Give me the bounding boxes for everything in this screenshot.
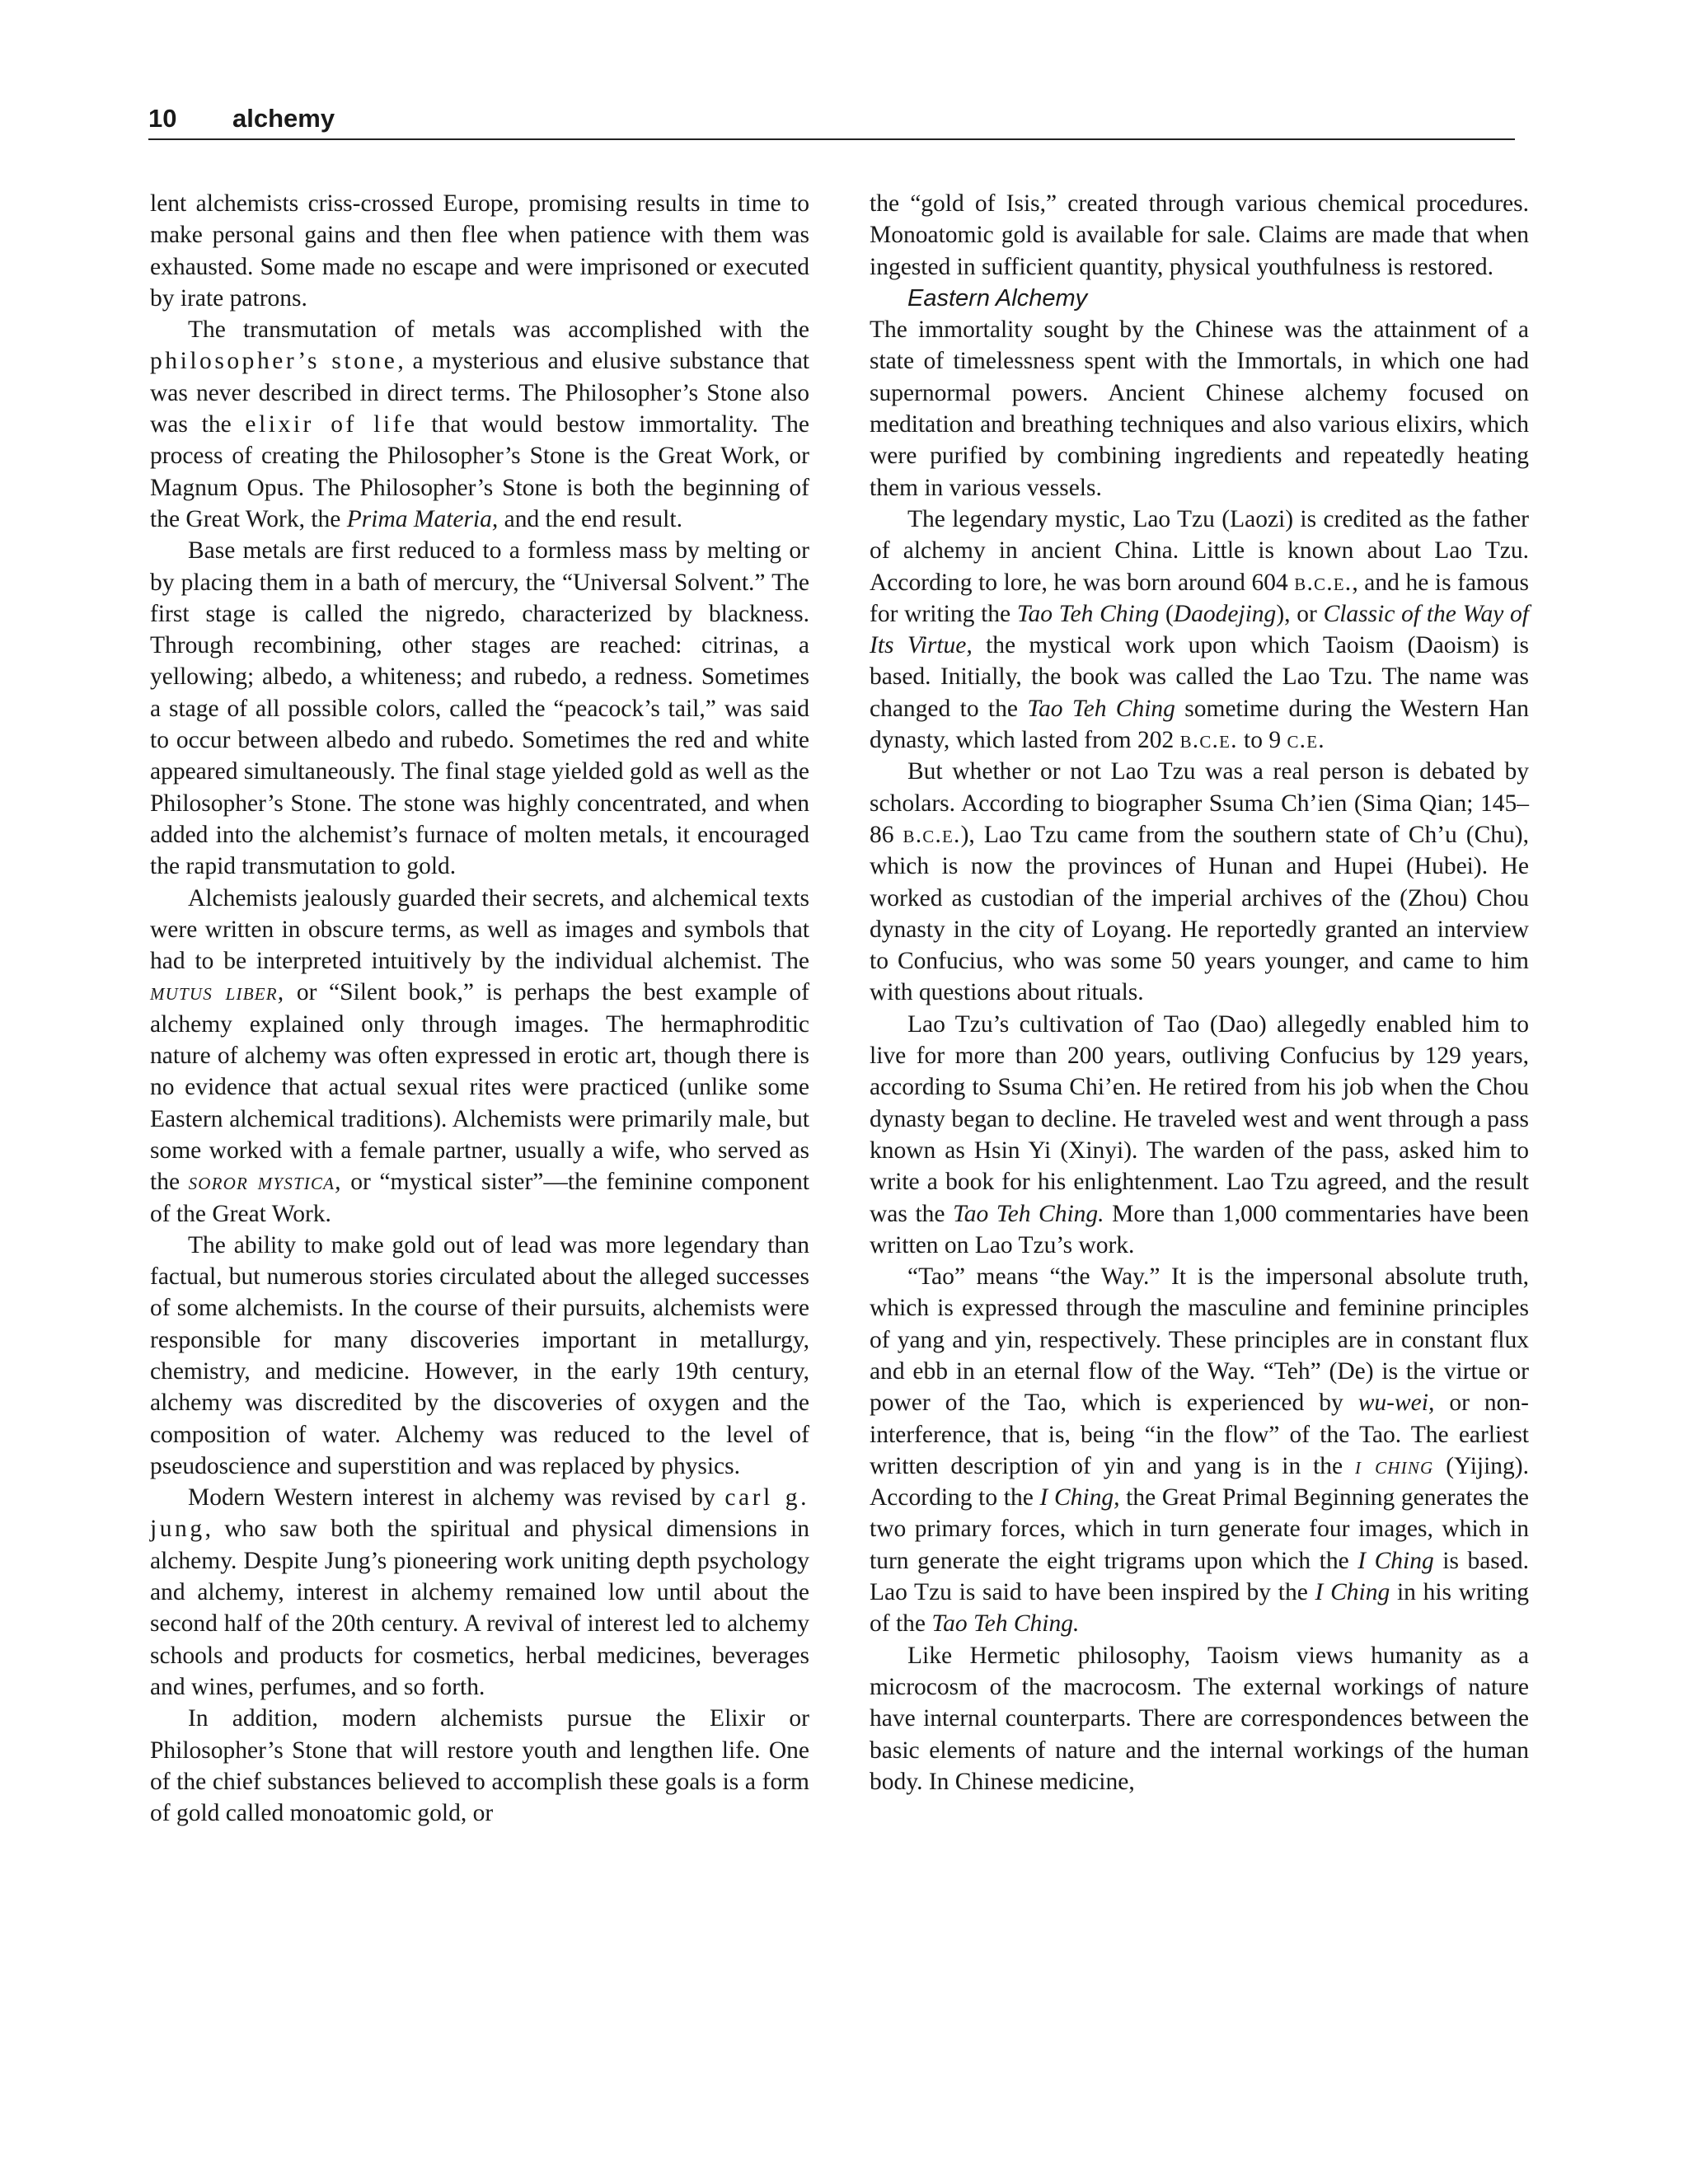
- paragraph: The immortality sought by the Chinese was the attainment of a state of timelessness spent with the Immortals, in which one had supernormal powers. Ancient Chinese alchemy focused on meditation and breathing techniques and also various elixirs, which were purified by combining ingredients and repeatedly heating them in various vessels.: [870, 316, 1529, 501]
- section-heading: Eastern Alchemy: [907, 284, 1088, 312]
- paragraph: the “gold of Isis,” created through various chemical procedures. Monoatomic gold is available for sale. Claims are made that when ingested in sufficient quantity, physical youthfulness is restored.: [870, 190, 1529, 280]
- paragraph: But whether or not Lao Tzu was a real person is debated by scholars. According to biographer Ssuma Ch’ien (Sima Qian; 145–86 b.c.e.), Lao Tzu came from the southern state of Ch’u (Chu), which is now the provinces of Hunan and Hupei (Hubei). He worked as custodian of the imperial archives of the (Zhou) Chou dynasty in the city of Loyang. He reportedly granted an interview to Confucius, who was some 50 years younger, and came to him with questions about rituals.: [870, 758, 1530, 1006]
- paragraph: The legendary mystic, Lao Tzu (Laozi) is credited as the father of alchemy in ancient China. Little is known about Lao Tzu. According to lore, he was born around 604 b.c.e., and he is famous for writing the Tao Teh Ching (Daodejing), or Classic of the Way of Its Virtue, the mystical work upon which Taoism (Daoism) is based. Initially, the book was called the Lao Tzu. The name was changed to the Tao Teh Ching sometime during the Western Han dynasty, which lasted from 202 b.c.e. to 9 c.e.: [870, 505, 1530, 754]
- cross-reference[interactable]: mutus liber,: [150, 979, 285, 1006]
- running-title: alchemy: [232, 104, 335, 133]
- left-column: [150, 188, 809, 1829]
- cross-reference[interactable]: philosopher’s stone: [150, 348, 398, 375]
- paragraph: “Tao” means “the Way.” It is the impersonal absolute truth, which is expressed through the masculine and feminine principles of yang and yin, respectively. These principles are in constant flux and ebb in an eternal flow of the Way. “Teh” (De) is the virtue or power of the Tao, which is experienced by wu-wei, or non-interference, that is, being “in the flow” of the Tao. The earliest written description of yin and yang is in the i ching (Yijing). According to the I Ching, the Great Primal Beginning generates the two primary forces, which in turn generate four images, which in turn generate the eight trigrams upon which the I Ching is based. Lao Tzu is said to have been inspired by the I Ching in his writing of the Tao Teh Ching.: [870, 1263, 1530, 1638]
- paragraph: In addition, modern alchemists pursue the Elixir or Philosopher’s Stone that will restore youth and lengthen life. One of the chief substances believed to accomplish these goals is a form of gold called monoatomic gold, or: [150, 1705, 809, 1827]
- cross-reference[interactable]: elixir of life: [245, 411, 418, 438]
- cross-reference[interactable]: i ching: [1354, 1452, 1434, 1479]
- paragraph: lent alchemists criss-crossed Europe, promising results in time to make personal gains and then flee when patience with them was exhausted. Some made no escape and were imprisoned or executed by irate patrons.: [150, 190, 809, 312]
- paragraph: Alchemists jealously guarded their secrets, and alchemical texts were written in obscure terms, as well as images and symbols that had to be interpreted intuitively by the individual alchemist. The mutus liber, or “Silent book,” is perhaps the best example of alchemy explained only through images. The hermaphroditic nature of alchemy was often expressed in erotic art, though there is no evidence that actual sexual rites were practiced (unlike some Eastern alchemical traditions). Alchemists were primarily male, but some worked with a female partner, usually a wife, who served as the soror mystica, or “mystical sister”—the feminine component of the Great Work.: [150, 884, 809, 1227]
- paragraph: The transmutation of metals was accomplished with the philosopher’s stone, a mysterious and elusive substance that was never described in direct terms. The Philosopher’s Stone also was the elixir of life that would bestow immortality. The process of creating the Philosopher’s Stone is the Great Work, or Magnum Opus. The Philosopher’s Stone is both the beginning of the Great Work, the Prima Materia, and the end result.: [150, 316, 810, 532]
- paragraph: Base metals are first reduced to a formless mass by melting or by placing them in a bath of mercury, the “Universal Solvent.” The first stage is called the nigredo, characterized by blackness. Through recombining, other stages are reached: citrinas, a yellowing; albedo, a whiteness; and rubedo, a redness. Sometimes a stage of all possible colors, called the “peacock’s tail,” was said to occur between albedo and rubedo. Sometimes the red and white appeared simultaneously. The final stage yielded gold as well as the Philosopher’s Stone. The stone was highly concentrated, and when added into the alchemist’s furnace of molten metals, it encouraged the rapid transmutation to gold.: [150, 537, 809, 880]
- cross-reference[interactable]: soror mystica,: [188, 1169, 342, 1196]
- paragraph: Modern Western interest in alchemy was revised by carl g. jung, who saw both the spiritual and physical dimensions in alchemy. Despite Jung’s pioneering work uniting depth psychology and alchemy, interest in alchemy remained low until about the second half of the 20th century. A revival of interest led to alchemy schools and products for cosmetics, herbal medicines, beverages and wines, perfumes, and so forth.: [150, 1484, 809, 1700]
- page-number: 10: [148, 104, 177, 133]
- right-column: [870, 188, 1529, 1797]
- header-rule: [148, 138, 1515, 140]
- running-header: [148, 101, 1515, 137]
- paragraph: Like Hermetic philosophy, Taoism views humanity as a microcosm of the macrocosm. The external workings of nature have internal counterparts. There are correspondences between the basic elements of nature and the internal workings of the human body. In Chinese medicine,: [870, 1642, 1529, 1795]
- paragraph: Lao Tzu’s cultivation of Tao (Dao) allegedly enabled him to live for more than 200 years, outliving Confucius by 129 years, according to Ssuma Chi’en. He retired from his job when the Chou dynasty began to decline. He traveled west and went through a pass known as Hsin Yi (Xinyi). The warden of the pass, asked him to write a book for his enlightenment. Lao Tzu agreed, and the result was the Tao Teh Ching. More than 1,000 commentaries have been written on Lao Tzu’s work.: [870, 1010, 1529, 1258]
- cross-reference[interactable]: carl g. jung: [150, 1484, 809, 1543]
- paragraph: The ability to make gold out of lead was more legendary than factual, but numerous stories circulated about the alleged successes of some alchemists. In the course of their pursuits, alchemists were responsible for many discoveries important in metallurgy, chemistry, and medicine. However, in the early 19th century, alchemy was discredited by the discoveries of oxygen and the composition of water. Alchemy was reduced to the level of pseudoscience and superstition and was replaced by physics.: [150, 1231, 809, 1479]
